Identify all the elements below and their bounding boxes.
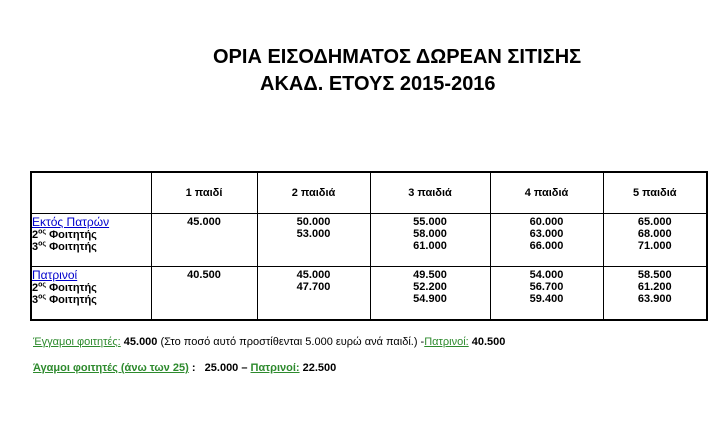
married-students-note bbox=[33, 336, 505, 348]
single-label: Άγαμοι φοιτητές (άνω των 25) bbox=[33, 362, 189, 374]
header-cell: 4 παιδιά bbox=[490, 172, 603, 214]
row-sub-label: $2^{o\varsigma}$ Φοιτητής bbox=[32, 228, 97, 241]
single-patras-value: 22.500 bbox=[299, 362, 337, 374]
link-patrinoi[interactable]: Πατρινοί bbox=[32, 268, 78, 282]
table-header-row bbox=[31, 172, 707, 214]
table-cell: 55.000 58.000 61.000 bbox=[370, 214, 490, 267]
row-sub-label: $2^{o\varsigma}$ Φοιτητής bbox=[32, 281, 97, 294]
header-cell-empty bbox=[31, 172, 151, 214]
header-cell: 2 παιδιά bbox=[257, 172, 370, 214]
table-row bbox=[31, 267, 707, 321]
table-cell: 50.000 53.000 bbox=[257, 214, 370, 267]
page-title-line2: ΑΚΑΔ. ΕΤΟΥΣ 2015-2016 bbox=[260, 73, 496, 95]
single-value: : 25.000 – bbox=[188, 362, 251, 374]
row-sub-label: $3^{o\varsigma}$ Φοιτητής bbox=[32, 293, 97, 306]
table-cell: 45.000 bbox=[151, 214, 257, 267]
table-cell: 54.000 56.700 59.400 bbox=[490, 267, 603, 321]
row-label bbox=[31, 267, 151, 321]
table-cell: 58.500 61.200 63.900 bbox=[603, 267, 707, 321]
row-label bbox=[31, 214, 151, 267]
header-cell: 5 παιδιά bbox=[603, 172, 707, 214]
table-cell: 40.500 bbox=[151, 267, 257, 321]
income-limits-table bbox=[30, 171, 708, 321]
link-ektos-patron[interactable]: Εκτός Πατρών bbox=[32, 215, 110, 229]
table-cell: 49.500 52.200 54.900 bbox=[370, 267, 490, 321]
table-cell: 45.000 47.700 bbox=[257, 267, 370, 321]
row-sub-label: $3^{o\varsigma}$ Φοιτητής bbox=[32, 240, 97, 253]
single-students-note bbox=[33, 362, 336, 374]
married-patras-value: 40.500 bbox=[468, 336, 506, 348]
table-row bbox=[31, 214, 707, 267]
header-cell: 3 παιδιά bbox=[370, 172, 490, 214]
married-text: (Στο ποσό αυτό προστίθενται 5.000 ευρώ ανά παιδί.) - bbox=[157, 336, 425, 348]
single-patras-label: Πατρινοί: bbox=[250, 362, 300, 374]
page-title-line1: ΟΡΙΑ ΕΙΣΟΔΗΜΑΤΟΣ ΔΩΡΕΑΝ ΣΙΤΙΣΗΣ bbox=[213, 46, 582, 68]
table-cell: 60.000 63.000 66.000 bbox=[490, 214, 603, 267]
table-cell: 65.000 68.000 71.000 bbox=[603, 214, 707, 267]
married-patras-label: Πατρινοί: bbox=[424, 336, 469, 348]
married-label: Έγγαμοι φοιτητές: bbox=[33, 336, 121, 348]
header-cell: 1 παιδί bbox=[151, 172, 257, 214]
married-value: 45.000 bbox=[120, 336, 158, 348]
